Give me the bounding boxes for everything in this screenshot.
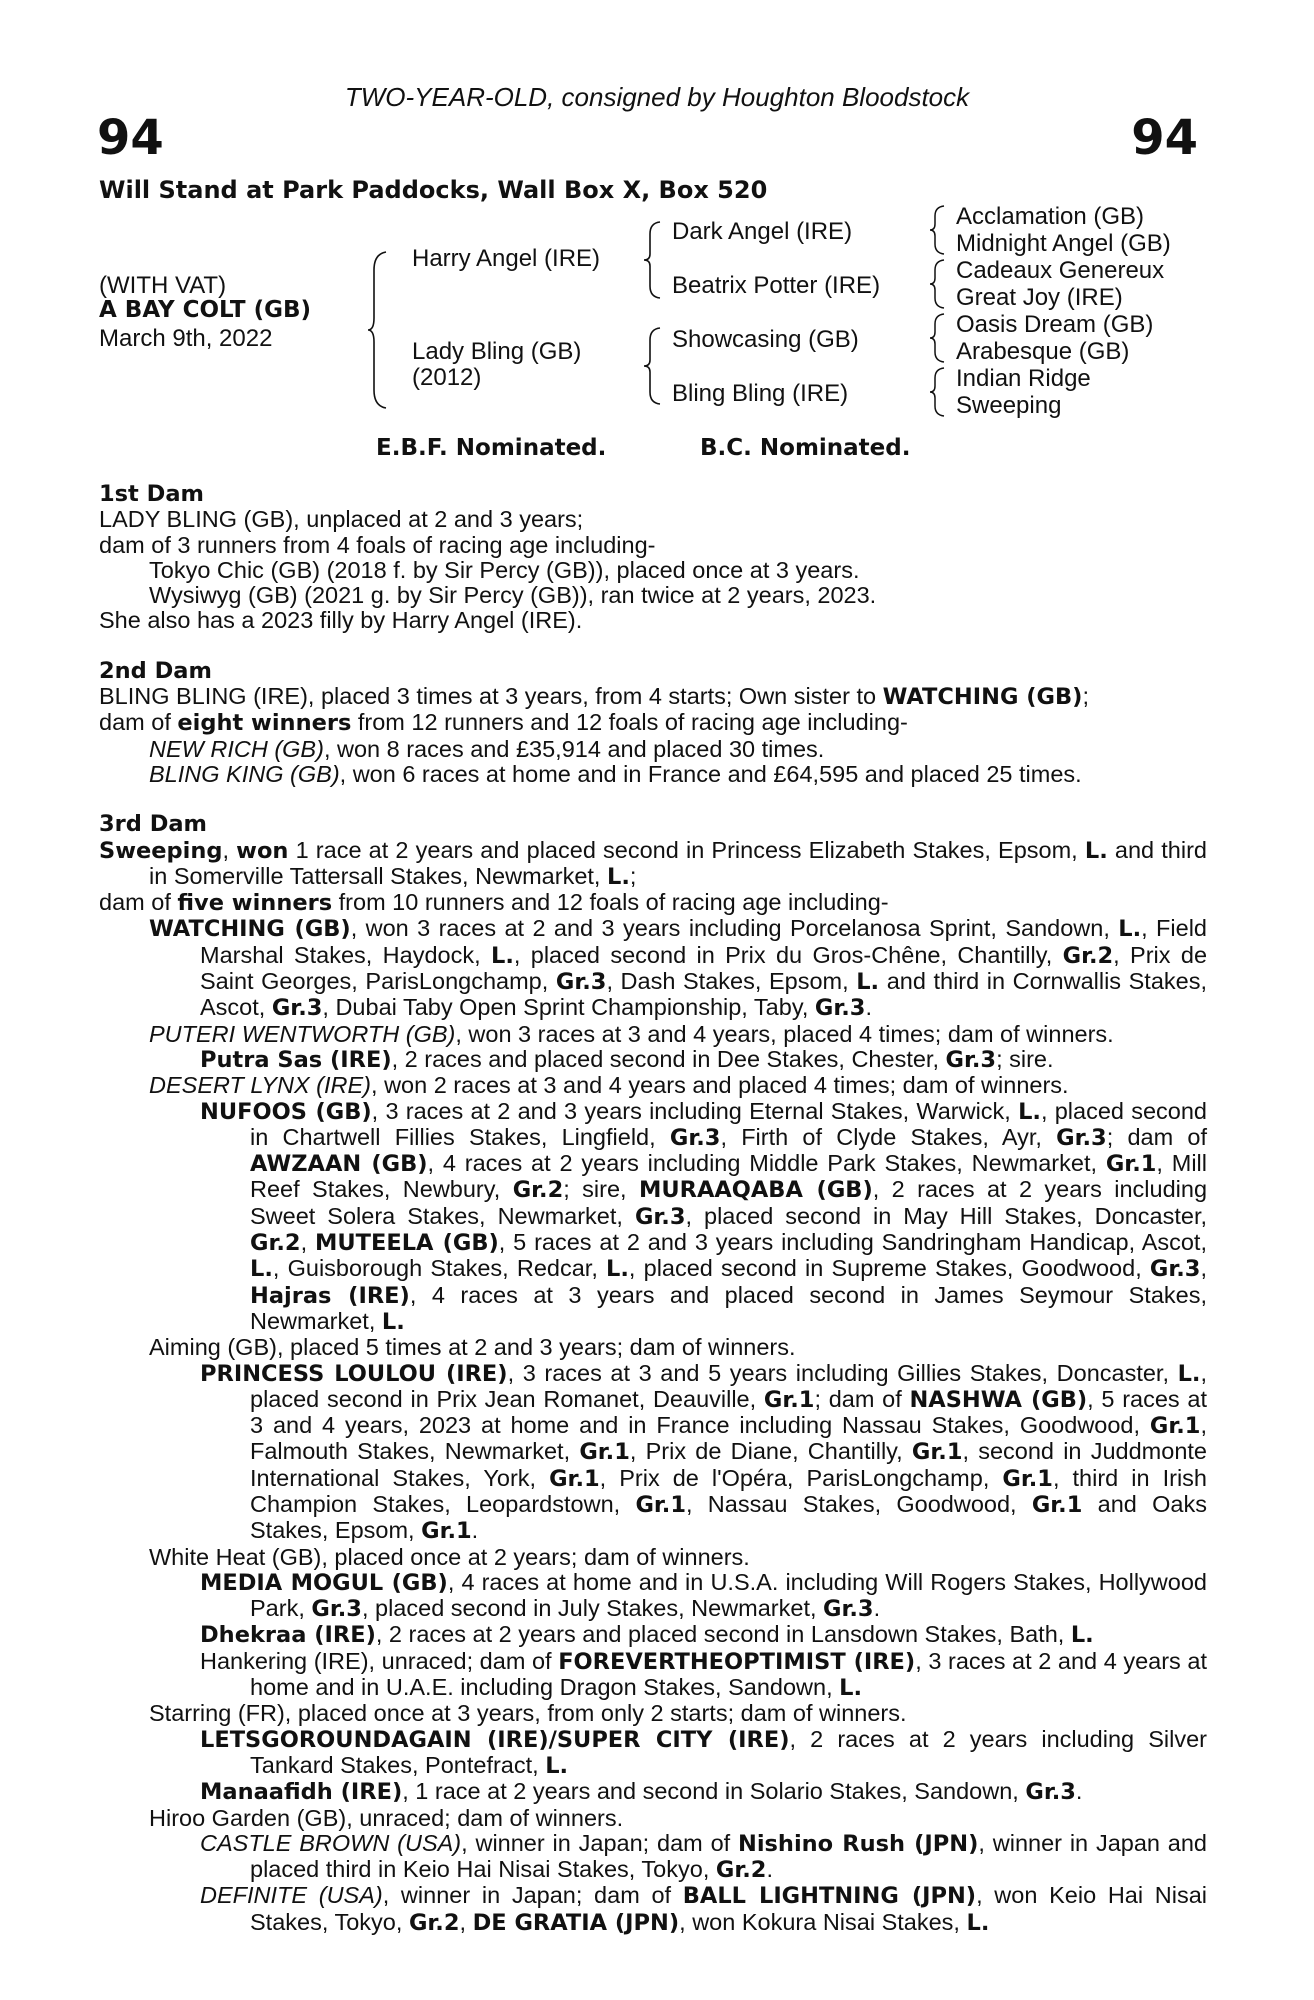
produce-record: CASTLE BROWN (USA), winner in Japan; dam of Nishino Rush (JPN), winner in Japan and placed third in Keio Hai Nisai Stakes, Tokyo, Gr.2.: [200, 1829, 1208, 1884]
sire-dam: Beatrix Potter (IRE): [672, 272, 881, 299]
produce-record: PUTERI WENTWORTH (GB), won 3 races at 3 and 4 years, placed 4 times; dam of winners.: [149, 1020, 1114, 1047]
sire-parents-brace: [644, 220, 662, 300]
second-dam-line: BLING BLING (IRE), placed 3 times at 3 years, from 4 starts; Own sister to WATCHING (GB);: [99, 683, 1089, 711]
produce-record: NUFOOS (GB), 3 races at 2 and 3 years including Eternal Stakes, Warwick, L., placed second in Chartwell Fillies Stakes, Lingfield, Gr.3, Firth of Clyde Stakes, Ayr, Gr.3; dam of AWZAAN (GB), 4 races at 2 years including Middle Park Stakes, Newmarket, Gr.1, Mill Reef Stakes, Newbury, Gr.2; sire, MURAAQABA (GB), 2 races at 2 years including Sweet Solera Stakes, Newmarket, Gr.3, placed second in May Hill Stakes, Doncaster, Gr.2, MUTEELA (GB), 5 races at 2 and 3 years including Sandringham Handicap, Ascot, L., Guisborough Stakes, Redcar, L., placed second in Supreme Stakes, Goodwood, Gr.3, Hajras (IRE), 4 races at 3 years and placed second in James Seymour Stakes, Newmarket, L.: [200, 1097, 1208, 1335]
ebf-nomination: E.B.F. Nominated.: [376, 435, 607, 461]
sire-dam-brace: [368, 250, 390, 410]
dam-records: [99, 482, 1207, 1936]
second-dam-line: BLING KING (GB), won 6 races at home and in France and £64,595 and placed 25 times.: [149, 760, 1082, 787]
dam-name: Lady Bling (GB): [412, 338, 582, 365]
dam-dam: Bling Bling (IRE): [672, 380, 849, 407]
produce-record: Putra Sas (IRE), 2 races and placed second in Dee Stakes, Chester, Gr.3; sire.: [200, 1045, 1054, 1073]
sire: Harry Angel (IRE): [412, 245, 601, 272]
dam-parents-brace: [644, 326, 662, 406]
produce-record: Hankering (IRE), unraced; dam of FOREVERTHEOPTIMIST (IRE), 3 races at 2 and 4 years at home and in U.A.E. including Dragon Stakes, Sandown, L.: [200, 1647, 1207, 1702]
produce-summary: dam of five winners from 10 runners and 12 foals of racing age including-: [99, 889, 889, 917]
first-dam-line: She also has a 2023 filly by Harry Angel (IRE).: [99, 607, 583, 634]
produce-record: Manaafidh (IRE), 1 race at 2 years and second in Solario Stakes, Sandown, Gr.3.: [200, 1778, 1083, 1806]
second-dam-line: dam of eight winners from 12 runners and 12 foals of racing age including-: [99, 709, 908, 737]
vat-note: (WITH VAT): [99, 272, 227, 299]
produce-record: White Heat (GB), placed once at 2 years; dam of winners.: [149, 1543, 750, 1570]
dam-sire: Showcasing (GB): [672, 326, 859, 353]
section-title: 3rd Dam: [99, 811, 207, 838]
stand-location: Will Stand at Park Paddocks, Wall Box X, Box 520: [99, 176, 768, 204]
produce-record: DESERT LYNX (IRE), won 2 races at 3 and 4 years and placed 4 times; dam of winners.: [149, 1072, 1069, 1099]
second-dam-section: [99, 659, 1207, 787]
produce-record: LETSGOROUNDAGAIN (IRE)/SUPER CITY (IRE), 2 races at 2 years including Silver Tankard Stakes, Pontefract, L.: [200, 1725, 1207, 1779]
first-dam-line: LADY BLING (GB), unplaced at 2 and 3 years;: [99, 506, 584, 533]
produce-record: MEDIA MOGUL (GB), 4 races at home and in U.S.A. including Will Rogers Stakes, Hollywood Park, Gr.3, placed second in July Stakes, Newmarket, Gr.3.: [200, 1568, 1207, 1623]
produce-record: Starring (FR), placed once at 3 years, from only 2 starts; dam of winners.: [149, 1700, 907, 1727]
gen3-5: Oasis Dream (GB): [956, 311, 1154, 338]
gen3-brace-2: [930, 258, 946, 310]
first-dam-line: dam of 3 runners from 4 foals of racing age including-: [99, 531, 656, 558]
first-dam-line: Wysiwyg (GB) (2021 g. by Sir Percy (GB)), ran twice at 2 years, 2023.: [149, 582, 877, 609]
produce-record: WATCHING (GB), won 3 races at 2 and 3 years including Porcelanosa Sprint, Sandown, L., Field Marshal Stakes, Haydock, L., placed second in Prix du Gros-Chêne, Chantilly, Gr.2, Prix de Saint Georges, ParisLongchamp, Gr.3, Dash Stakes, Epsom, L. and third in Cornwallis Stakes, Ascot, Gr.3, Dubai Taby Open Sprint Championship, Taby, Gr.3.: [149, 915, 1208, 1022]
lot-number-right: 94: [1131, 110, 1198, 166]
bc-nomination: B.C. Nominated.: [700, 435, 911, 461]
first-dam-line: Tokyo Chic (GB) (2018 f. by Sir Percy (GB)), placed once at 3 years.: [149, 556, 860, 583]
second-dam-line: NEW RICH (GB), won 8 races and £35,914 and placed 30 times.: [149, 735, 825, 762]
produce-record: Dhekraa (IRE), 2 races at 2 years and placed second in Lansdown Stakes, Bath, L.: [200, 1621, 1094, 1649]
section-title: 1st Dam: [99, 481, 204, 507]
produce-record: PRINCESS LOULOU (IRE), 3 races at 3 and 5 years including Gillies Stakes, Doncaster, L., placed second in Prix Jean Romanet, Deauville, Gr.1; dam of NASHWA (GB), 5 races at 3 and 4 years, 2023 at home and in France including Nassau Stakes, Goodwood, Gr.1, Falmouth Stakes, Newmarket, Gr.1, Prix de Diane, Chantilly, Gr.1, second in Juddmonte International Stakes, York, Gr.1, Prix de l'Opéra, ParisLongchamp, Gr.1, third in Irish Champion Stakes, Leopardstown, Gr.1, Nassau Stakes, Goodwood, Gr.1 and Oaks Stakes, Epsom, Gr.1.: [200, 1359, 1208, 1545]
gen3-3: Cadeaux Genereux: [956, 257, 1165, 284]
consignor-header: TWO-YEAR-OLD, consigned by Houghton Bloodstock: [344, 82, 970, 112]
dam-year: (2012): [412, 364, 482, 391]
gen3-8: Sweeping: [956, 392, 1062, 419]
gen3-brace-1: [930, 204, 946, 256]
gen3-6: Arabesque (GB): [956, 338, 1130, 365]
sire-sire: Dark Angel (IRE): [672, 218, 853, 245]
foaling-date: March 9th, 2022: [99, 325, 273, 352]
gen3-7: Indian Ridge: [956, 365, 1091, 392]
first-dam-section: [99, 482, 1207, 634]
gen3-brace-4: [930, 366, 946, 418]
third-dam-section: [99, 812, 1207, 1936]
sweeping-record: Sweeping, won 1 race at 2 years and placed second in Princess Elizabeth Stakes, Epsom, L. and third in Somerville Tattersall Stakes, Newmarket, L.;: [99, 836, 1207, 890]
produce-record: Hiroo Garden (GB), unraced; dam of winners.: [149, 1804, 624, 1831]
gen3-1: Acclamation (GB): [956, 203, 1145, 230]
lot-number-left: 94: [97, 110, 164, 166]
horse-name: A BAY COLT (GB): [99, 297, 312, 323]
produce-record: DEFINITE (USA), winner in Japan; dam of BALL LIGHTNING (JPN), won Keio Hai Nisai Stakes, Tokyo, Gr.2, DE GRATIA (JPN), won Kokura Nisai Stakes, L.: [200, 1882, 1207, 1936]
gen3-brace-3: [930, 312, 946, 364]
gen3-4: Great Joy (IRE): [956, 284, 1123, 311]
gen3-2: Midnight Angel (GB): [956, 230, 1171, 257]
section-title: 2nd Dam: [99, 657, 212, 684]
produce-record: Aiming (GB), placed 5 times at 2 and 3 years; dam of winners.: [149, 1334, 796, 1361]
